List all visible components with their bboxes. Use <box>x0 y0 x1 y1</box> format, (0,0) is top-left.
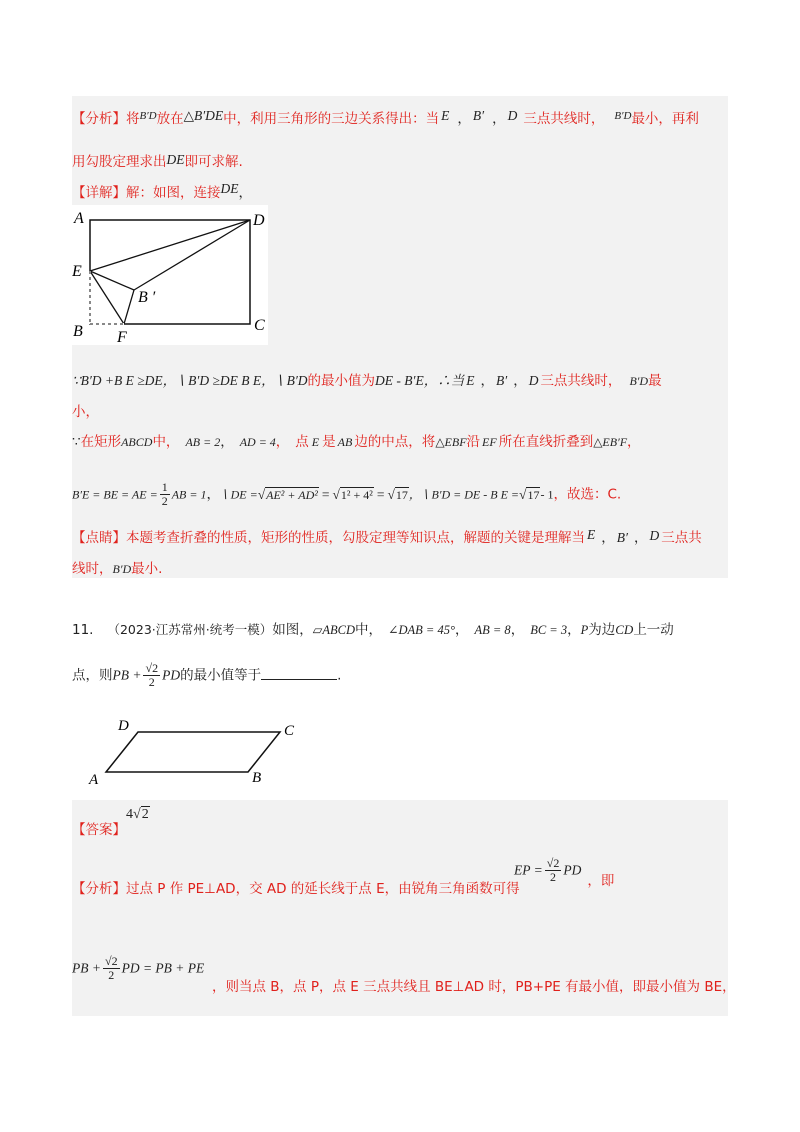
label-b: B <box>73 323 83 340</box>
answer-tag: 【答案】 <box>72 822 126 838</box>
sqrt-2: √2 <box>133 807 149 822</box>
label-c: C <box>254 317 265 334</box>
fraction-root2-over-2-c: $\frac{√2}{2}$ <box>104 954 118 982</box>
analysis-tag: 【分析】 <box>72 111 126 127</box>
comment-tag: 【点睛】 <box>72 530 126 546</box>
figure-svg <box>72 205 268 345</box>
analysis-line-2: 用勾股定理求出DE即可求解. <box>72 152 243 170</box>
step-line-1: ∵B′D +B E ≥DE，∖ B′D ≥DE B E，∖ B′D的最小值为DE - B′E，∴当 E ， B′ ， D 三点共线时， B′D最 <box>72 373 662 389</box>
label-a: A <box>74 210 84 227</box>
answer-blank <box>261 667 337 680</box>
rectangle-fold-figure <box>72 205 268 345</box>
parallelogram-figure <box>84 716 304 792</box>
question-source: （2023·江苏常州·统考一模） <box>107 622 273 637</box>
detail-tag: 【详解】 <box>72 185 126 201</box>
answer-line: 4√2 <box>126 807 149 822</box>
analysis2-tag: 【分析】 <box>72 881 126 897</box>
fraction-one-half: $\frac{1}{2}$ <box>161 480 168 508</box>
sqrt-ae-ad: √AE² + AD² <box>257 486 318 502</box>
label-f: F <box>117 329 127 345</box>
analysis2-formula-1: EP = $\frac{√2}{2}$ PD，即 <box>514 856 615 889</box>
label-e: E <box>72 263 82 280</box>
detail-line: 【详解】解：如图，连接DE， <box>72 181 252 201</box>
segment-b-prime-d <box>134 220 250 290</box>
label-c: C <box>284 723 295 739</box>
question-11-line-1: 11. （2023·江苏常州·统考一模）如图，▱ABCD中， ∠DAB = 45°， AB = 8， BC = 3，P为边CD上一动 <box>72 622 674 638</box>
fraction-root2-over-2-b: $\frac{√2}{2}$ <box>546 856 560 884</box>
segment-b-prime-f <box>124 290 134 324</box>
analysis-line-1: 【分析】将$^{B'D}$放在△B′DE中，利用三角形的三边关系得出：当 E ， B′ ， D 三点共线时， $^{B'D}$最小，再利 <box>72 108 699 127</box>
analysis2-line-2: PB + $\frac{√2}{2}$ PD = PB + PE <box>72 954 205 982</box>
sqrt-1-4: √1² + 4² <box>332 486 373 502</box>
segment-ed <box>90 220 250 271</box>
parallelogram-abcd <box>106 732 280 772</box>
sqrt-17-b: √17 <box>519 486 540 502</box>
analysis2-line-3: ，则当点 B，点 P，点 E 三点共线且 BE⊥AD 时，PB+PE 有最小值，即最小值为 BE， <box>212 979 736 995</box>
question-11-line-2: 点，则PB + $\frac{√2}{2}$ PD的最小值等于 . <box>72 661 342 689</box>
step-line-2: ∵在矩形ABCD中， AB = 2， AD = 4， 点 E 是 AB 边的中点，将△EBF沿 EF 所在直线折叠到△EB′F， <box>72 434 641 450</box>
label-d: D <box>118 718 129 734</box>
label-d: D <box>253 212 265 229</box>
comment-line-2: 线时，B′D最小. <box>72 561 163 577</box>
label-b: B <box>252 770 262 786</box>
parallelogram-svg <box>84 716 304 792</box>
question-number: 11. <box>72 622 94 638</box>
fraction-root2-over-2: $\frac{√2}{2}$ <box>145 661 159 689</box>
step-line-3: B′E = BE = AE = $\frac{1}{2}$ AB = 1，∖ DE =√AE² + AD² = √1² + 4² = √17，∖ B′D = DE - B E =√17- 1，故选：C. <box>72 480 622 508</box>
label-a: A <box>89 772 99 788</box>
label-b-prime: B ′ <box>138 289 156 306</box>
answer-tag-line <box>72 818 126 838</box>
step-line-1b: 小， <box>72 404 99 420</box>
analysis2-line-1: 【分析】过点 P 作 PE⊥AD，交 AD 的延长线于点 E，由锐角三角函数可得 <box>72 881 520 897</box>
sqrt-17: √17 <box>387 486 408 502</box>
comment-line-1: 【点睛】本题考查折叠的性质，矩形的性质，勾股定理等知识点，解题的关键是理解当 E ， B′ ， D 三点共 <box>72 527 702 546</box>
